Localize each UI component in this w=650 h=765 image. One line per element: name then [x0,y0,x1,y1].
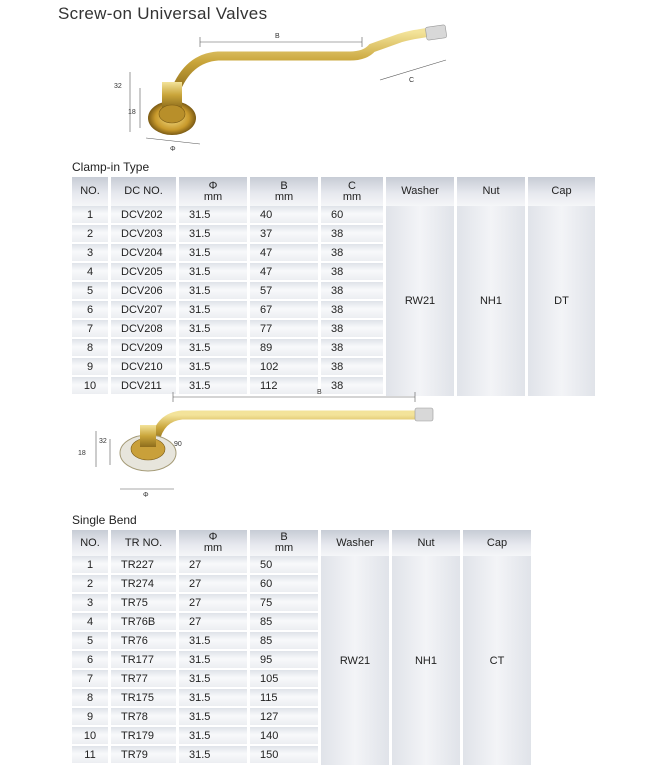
cell-phi: 31.5 [179,727,250,746]
cell-c: 60 [321,206,386,225]
cell-b: 89 [250,339,321,358]
cell-code: TR79 [111,746,179,765]
cell-code: DCV203 [111,225,179,244]
cell-c: 38 [321,263,386,282]
header-washer: Washer [321,530,392,556]
cell-no: 6 [72,301,111,320]
cell-phi: 31.5 [179,244,250,263]
cell-c: 38 [321,339,386,358]
cell-code: DCV209 [111,339,179,358]
cell-phi: 31.5 [179,263,250,282]
valve-figure-double-bend [100,20,470,160]
cell-phi: 27 [179,575,250,594]
cell-code: DCV207 [111,301,179,320]
cell-c: 38 [321,320,386,339]
cell-b: 105 [250,670,321,689]
cell-phi: 31.5 [179,746,250,765]
header-washer: Washer [386,177,457,206]
clamp-in-spec-table [72,177,598,396]
cell-code: TR175 [111,689,179,708]
cell-code: TR77 [111,670,179,689]
cell-no: 5 [72,632,111,651]
cell-no: 1 [72,556,111,575]
cell-no: 3 [72,594,111,613]
cell-phi: 31.5 [179,708,250,727]
cell-no: 4 [72,263,111,282]
cell-b: 95 [250,651,321,670]
cell-nut: NH1 [392,556,463,765]
cell-c: 38 [321,244,386,263]
cell-b: 115 [250,689,321,708]
cell-b: 47 [250,244,321,263]
cell-no: 1 [72,206,111,225]
cell-c: 38 [321,358,386,377]
cell-b: 140 [250,727,321,746]
cell-code: TR76 [111,632,179,651]
cell-phi: 31.5 [179,225,250,244]
cell-no: 11 [72,746,111,765]
cell-phi: 31.5 [179,206,250,225]
cell-phi: 31.5 [179,282,250,301]
cell-no: 2 [72,225,111,244]
header-no: NO. [72,530,111,556]
page-title: Screw-on Universal Valves [58,4,268,23]
cell-no: 10 [72,727,111,746]
cell-phi: 31.5 [179,358,250,377]
table-header-row [72,177,598,206]
cell-no: 10 [72,377,111,396]
cell-c: 38 [321,301,386,320]
cell-phi: 31.5 [179,651,250,670]
cell-no: 4 [72,613,111,632]
cell-cap: CT [463,556,534,765]
cell-code: TR274 [111,575,179,594]
cell-phi: 31.5 [179,670,250,689]
cell-code: DCV206 [111,282,179,301]
cell-phi: 27 [179,556,250,575]
cell-code: TR75 [111,594,179,613]
cell-c: 38 [321,225,386,244]
cell-code: DCV205 [111,263,179,282]
cell-b: 75 [250,594,321,613]
header-c: C mm [321,177,386,206]
cell-b: 112 [250,377,321,396]
cell-code: TR177 [111,651,179,670]
cell-b: 85 [250,613,321,632]
cell-no: 8 [72,339,111,358]
cell-no: 9 [72,358,111,377]
single-bend-label: Single Bend [72,513,137,527]
cell-phi: 31.5 [179,689,250,708]
cell-no: 7 [72,670,111,689]
cell-no: 7 [72,320,111,339]
cell-b: 150 [250,746,321,765]
header-tr-no: TR NO. [111,530,179,556]
cell-no: 2 [72,575,111,594]
cell-no: 5 [72,282,111,301]
cell-b: 47 [250,263,321,282]
cell-b: 102 [250,358,321,377]
cell-b: 127 [250,708,321,727]
cell-no: 8 [72,689,111,708]
cell-b: 37 [250,225,321,244]
cell-b: 67 [250,301,321,320]
dimension-phi-label: Φ [143,492,149,499]
table-header-row [72,530,534,556]
dimension-angle-label: 90 [174,441,182,448]
clamp-in-type-label: Clamp-in Type [72,160,150,174]
cell-b: 50 [250,556,321,575]
header-b: B mm [250,177,321,206]
cell-phi: 31.5 [179,339,250,358]
header-phi: Φ mm [179,530,250,556]
dimension-18-label: 18 [78,450,86,457]
cell-b: 77 [250,320,321,339]
dimension-phi-label: Φ [170,146,176,153]
cell-no: 6 [72,651,111,670]
cell-code: TR227 [111,556,179,575]
cell-b: 40 [250,206,321,225]
valve-figure-single-bend [70,385,440,505]
cell-no: 9 [72,708,111,727]
table-row [72,206,598,225]
cell-b: 85 [250,632,321,651]
header-cap: Cap [463,530,534,556]
cell-code: TR78 [111,708,179,727]
cell-code: TR76B [111,613,179,632]
cell-phi: 31.5 [179,301,250,320]
header-cap: Cap [528,177,598,206]
cell-washer: RW21 [321,556,392,765]
cell-phi: 31.5 [179,377,250,396]
cell-cap: DT [528,206,598,396]
header-phi: Φ mm [179,177,250,206]
dimension-b-label: B [317,389,322,396]
header-dc-no: DC NO. [111,177,179,206]
header-no: NO. [72,177,111,206]
single-bend-spec-table [72,530,534,765]
cell-washer: RW21 [386,206,457,396]
cell-phi: 31.5 [179,320,250,339]
cell-phi: 31.5 [179,632,250,651]
dimension-b-label: B [275,33,280,40]
table-row [72,556,534,575]
dimension-32-label: 32 [99,438,107,445]
cell-code: DCV208 [111,320,179,339]
cell-c: 38 [321,377,386,396]
dimension-32-label: 32 [114,83,122,90]
cell-b: 60 [250,575,321,594]
header-b: B mm [250,530,321,556]
cell-code: DCV204 [111,244,179,263]
cell-c: 38 [321,282,386,301]
header-nut: Nut [457,177,528,206]
header-nut: Nut [392,530,463,556]
cell-code: DCV210 [111,358,179,377]
cell-code: DCV202 [111,206,179,225]
cell-nut: NH1 [457,206,528,396]
cell-code: DCV211 [111,377,179,396]
cell-code: TR179 [111,727,179,746]
cell-phi: 27 [179,594,250,613]
cell-no: 3 [72,244,111,263]
cell-b: 57 [250,282,321,301]
dimension-18-label: 18 [128,109,136,116]
dimension-c-label: C [409,77,415,84]
cell-phi: 27 [179,613,250,632]
